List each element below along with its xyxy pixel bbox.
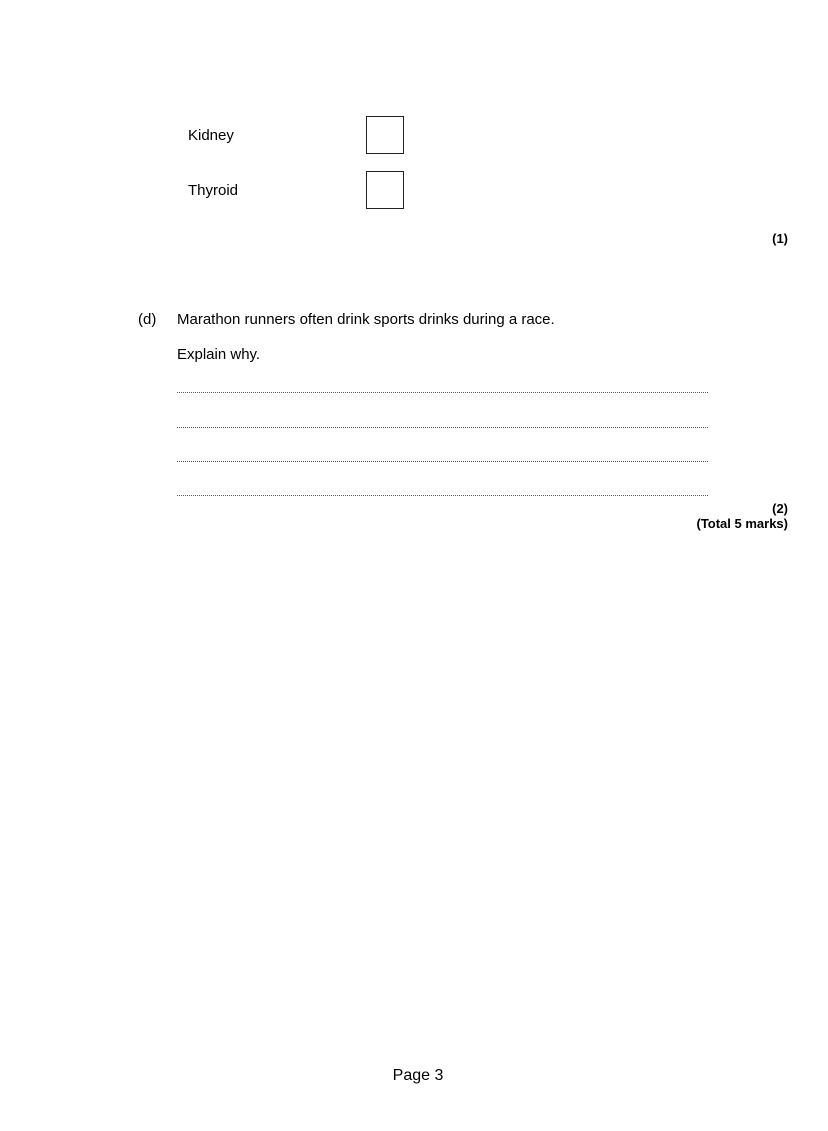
answer-line-4[interactable] bbox=[177, 495, 708, 496]
option-thyroid-label: Thyroid bbox=[188, 182, 239, 199]
option-thyroid-checkbox[interactable] bbox=[366, 171, 404, 209]
page-number: Page 3 bbox=[392, 1067, 444, 1084]
answer-line-3[interactable] bbox=[177, 461, 708, 462]
part-c-marks: (1) bbox=[772, 231, 788, 246]
part-d-question: Marathon runners often drink sports drinks during a race. bbox=[177, 311, 555, 328]
answer-line-2[interactable] bbox=[177, 427, 708, 428]
part-d-number: (d) bbox=[138, 311, 157, 328]
part-d-instruction: Explain why. bbox=[177, 346, 261, 363]
option-kidney-label: Kidney bbox=[188, 127, 234, 144]
option-kidney-checkbox[interactable] bbox=[366, 116, 404, 154]
part-d-marks: (2) bbox=[772, 501, 788, 516]
answer-line-1[interactable] bbox=[177, 392, 708, 393]
total-marks: (Total 5 marks) bbox=[696, 516, 788, 531]
